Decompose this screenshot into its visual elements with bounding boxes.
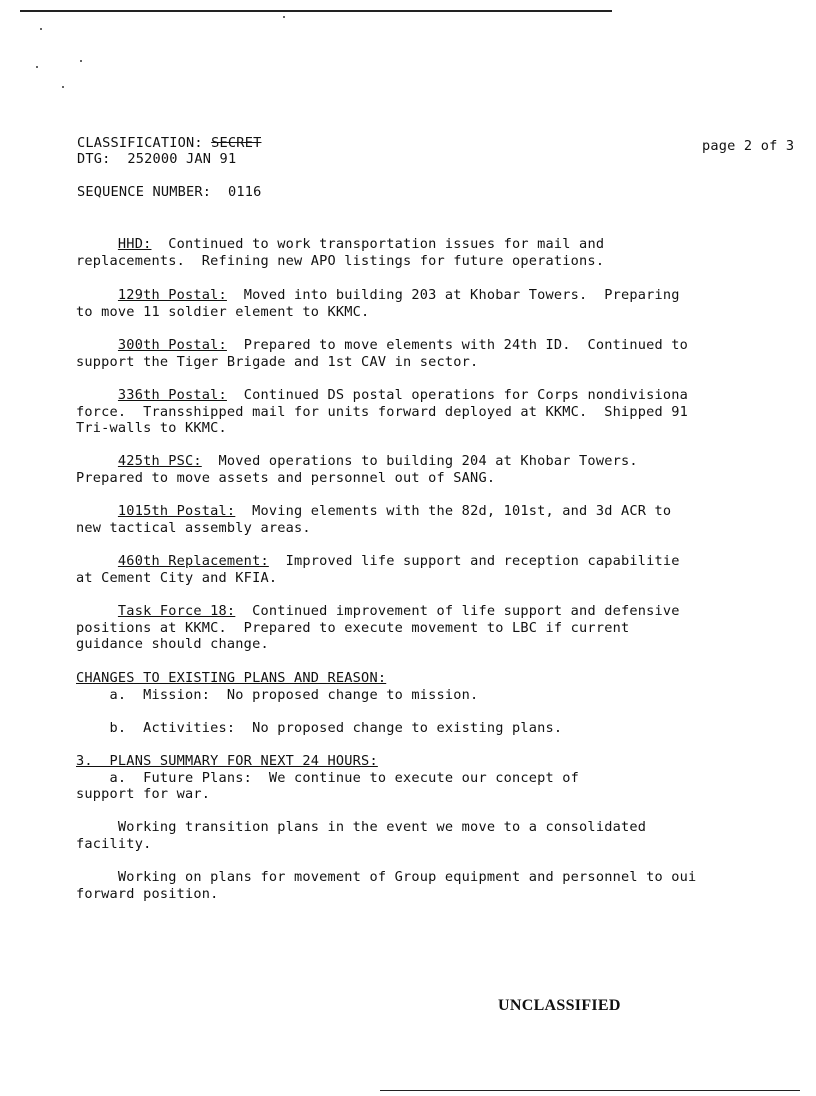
sequence-line (77, 184, 261, 201)
plans-section (76, 753, 816, 803)
plans-movement-paragraph: Working on plans for movement of Group equipment and personnel to oui forward position. (76, 869, 697, 902)
classification-line (77, 135, 261, 152)
classification-label: CLASSIFICATION: (77, 135, 203, 151)
unit-paragraph-460th: 460th Replacement: Improved life support and reception capabilitie at Cement City and KFIA. (76, 553, 680, 586)
unit-name: 336th Postal: (117, 387, 227, 403)
unit-paragraph-425th: 425th PSC: Moved operations to building 204 at Khobar Towers. Prepared to move assets and personnel out of SANG. (76, 453, 638, 486)
scan-speck (62, 86, 64, 88)
unit-name: 129th Postal: (117, 287, 227, 303)
unit-name: HHD: (117, 236, 152, 252)
unit-name: 300th Postal: (117, 337, 227, 353)
scan-speck (36, 66, 38, 68)
unit-name: 1015th Postal: (117, 503, 236, 519)
dtg-value: 252000 JAN 91 (127, 151, 237, 167)
plans-heading: 3. PLANS SUMMARY FOR NEXT 24 HOURS: (76, 753, 378, 769)
unit-name: Task Force 18: (117, 603, 236, 619)
unit-paragraph-hhd: HHD: Continued to work transportation issues for mail and replacements. Refining new APO listings for future operations. (76, 236, 605, 269)
unit-paragraph-336th: 336th Postal: Continued DS postal operations for Corps nondivisiona force. Transshipped mail for units forward deployed at KKMC. Shipped 91 Tri-walls to KKMC. (76, 387, 689, 436)
changes-section (76, 670, 816, 703)
plans-future-line2: support for war. (76, 786, 211, 802)
changes-item-mission: a. Mission: No proposed change to mission. (76, 686, 479, 703)
unit-paragraph-129th: 129th Postal: Moved into building 203 at Khobar Towers. Preparing to move 11 soldier element to KKMC. (76, 287, 680, 320)
sequence-label: SEQUENCE NUMBER: (77, 184, 212, 200)
scan-speck (40, 28, 42, 30)
changes-item-activities: b. Activities: No proposed change to existing plans. (76, 720, 563, 736)
changes-heading: CHANGES TO EXISTING PLANS AND REASON: (76, 670, 387, 686)
classification-footer: UNCLASSIFIED (498, 997, 621, 1014)
page-indicator: page 2 of 3 (702, 138, 795, 154)
unit-name: 460th Replacement: (117, 553, 269, 569)
plans-transition-paragraph: Working transition plans in the event we move to a consolidated facility. (76, 819, 647, 852)
classification-value: SECRET (211, 135, 262, 151)
unit-paragraph-task-force-18: Task Force 18: Continued improvement of life support and defensive positions at KKMC. Prepared to execute movement to LBC if current guidance should change. (76, 603, 680, 652)
plans-future-line1: a. Future Plans: We continue to execute our concept of (76, 769, 580, 786)
unit-name: 425th PSC: (117, 453, 202, 469)
sequence-value: 0116 (227, 184, 262, 200)
dtg-label: DTG: (77, 151, 111, 167)
dtg-line (77, 151, 236, 168)
scan-speck (80, 60, 82, 62)
top-scan-rule (20, 10, 612, 12)
unit-paragraph-300th: 300th Postal: Prepared to move elements with 24th ID. Continued to support the Tiger Brigade and 1st CAV in sector. (76, 337, 689, 370)
bottom-scan-rule (380, 1090, 800, 1091)
unit-paragraph-1015th: 1015th Postal: Moving elements with the 82d, 101st, and 3d ACR to new tactical assembly areas. (76, 503, 672, 536)
scan-speck (283, 16, 285, 18)
